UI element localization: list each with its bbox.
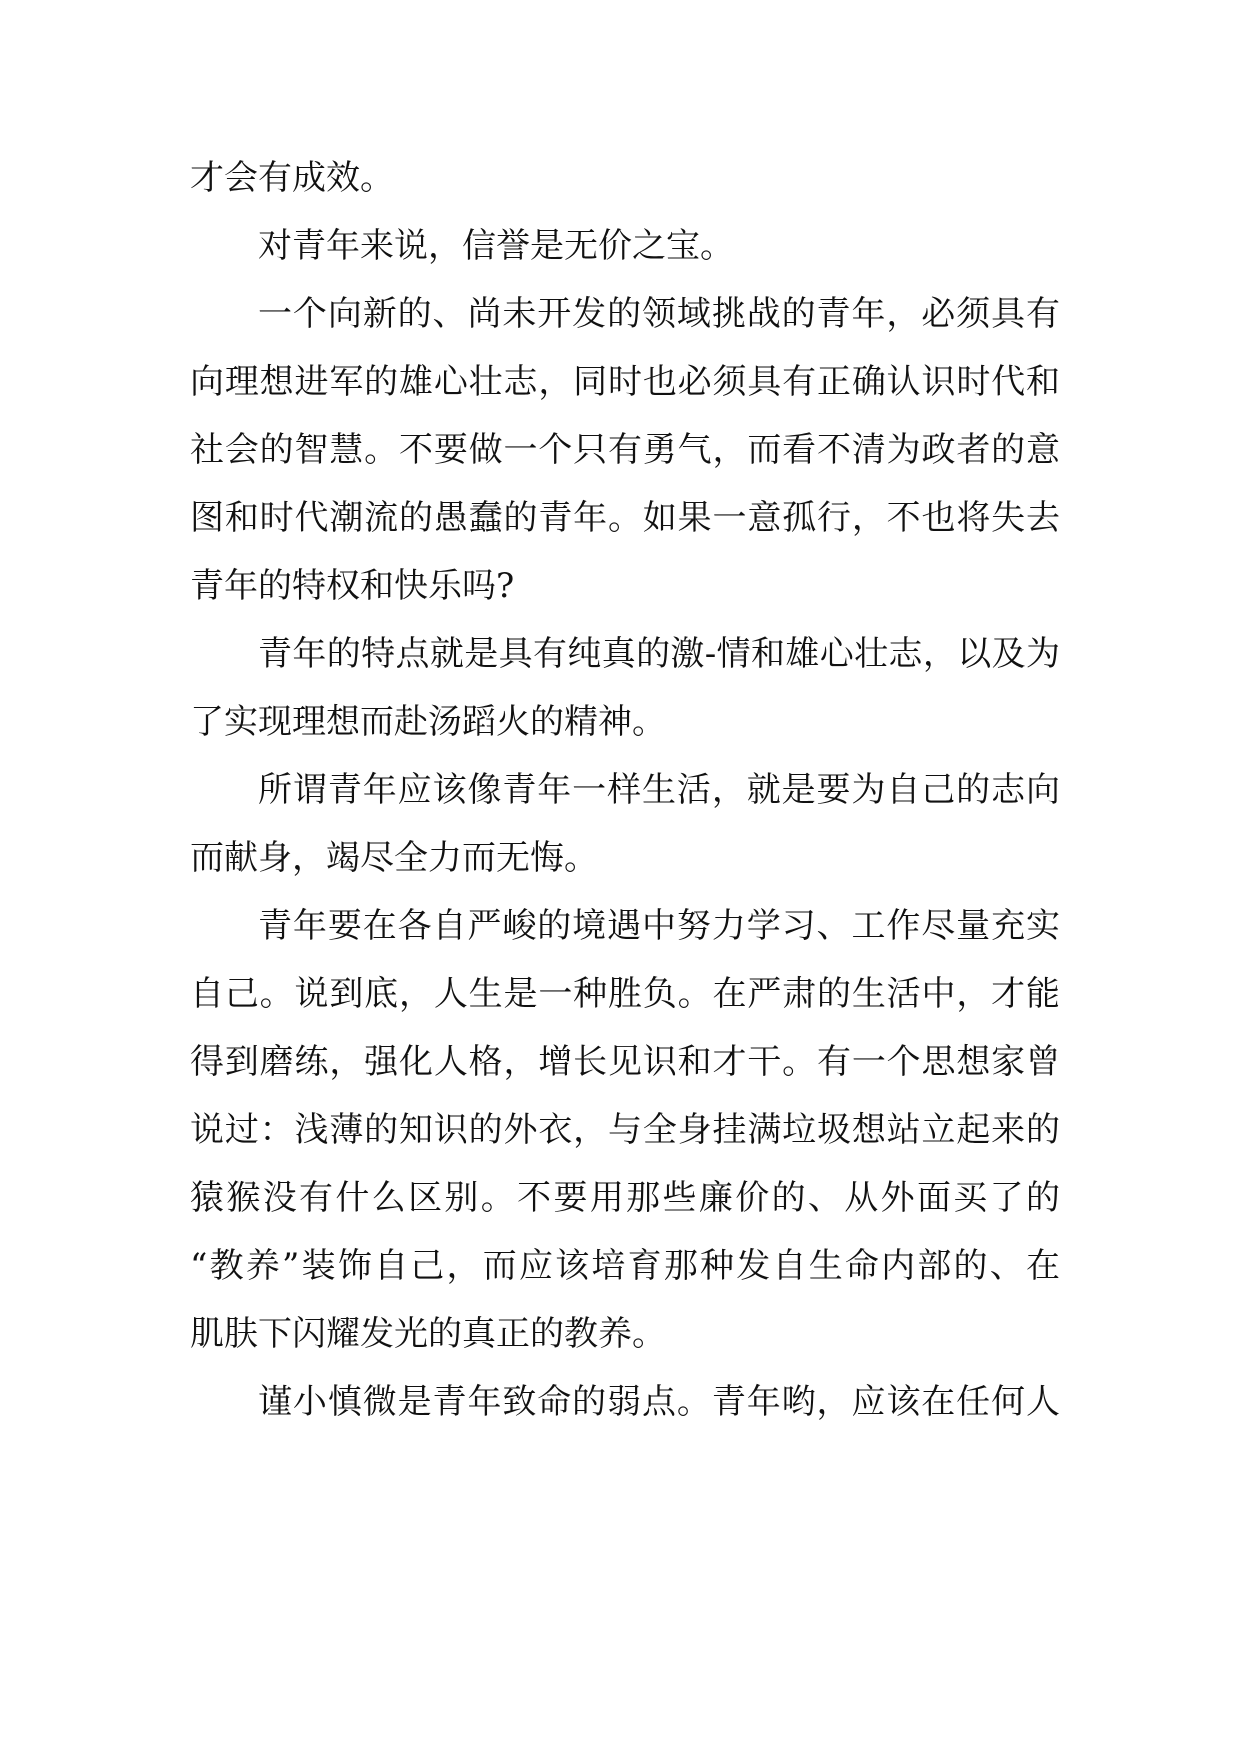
text-line: 了实现理想而赴汤蹈火的精神。 <box>190 702 666 742</box>
text-line: 图和时代潮流的愚蠢的青年。如果一意孤行，不也将失去 <box>190 498 1060 538</box>
text-line: 对青年来说，信誉是无价之宝。 <box>258 226 734 266</box>
text-line: 青年的特权和快乐吗? <box>190 566 515 606</box>
text-line: 谨小慎微是青年致命的弱点。青年哟，应该在任何人 <box>258 1382 1060 1422</box>
text-line: 才会有成效。 <box>190 158 394 198</box>
text-line: “教养”装饰自己，而应该培育那种发自生命内部的、在 <box>190 1246 1060 1286</box>
text-line: 青年的特点就是具有纯真的激-情和雄心壮志，以及为 <box>258 634 1060 674</box>
text-line: 社会的智慧。不要做一个只有勇气，而看不清为政者的意 <box>190 430 1060 470</box>
text-line: 而献身，竭尽全力而无悔。 <box>190 838 598 878</box>
text-line: 肌肤下闪耀发光的真正的教养。 <box>190 1314 666 1354</box>
text-line: 向理想进军的雄心壮志，同时也必须具有正确认识时代和 <box>190 362 1060 402</box>
text-line: 青年要在各自严峻的境遇中努力学习、工作尽量充实 <box>258 906 1060 946</box>
text-line: 说过：浅薄的知识的外衣，与全身挂满垃圾想站立起来的 <box>190 1110 1060 1150</box>
text-line: 得到磨练，强化人格，增长见识和才干。有一个思想家曾 <box>190 1042 1060 1082</box>
text-line: 一个向新的、尚未开发的领域挑战的青年，必须具有 <box>258 294 1060 334</box>
text-line: 猿猴没有什么区别。不要用那些廉价的、从外面买了的 <box>190 1178 1060 1218</box>
text-line: 所谓青年应该像青年一样生活，就是要为自己的志向 <box>258 770 1060 810</box>
text-line: 自己。说到底，人生是一种胜负。在严肃的生活中，才能 <box>190 974 1060 1014</box>
